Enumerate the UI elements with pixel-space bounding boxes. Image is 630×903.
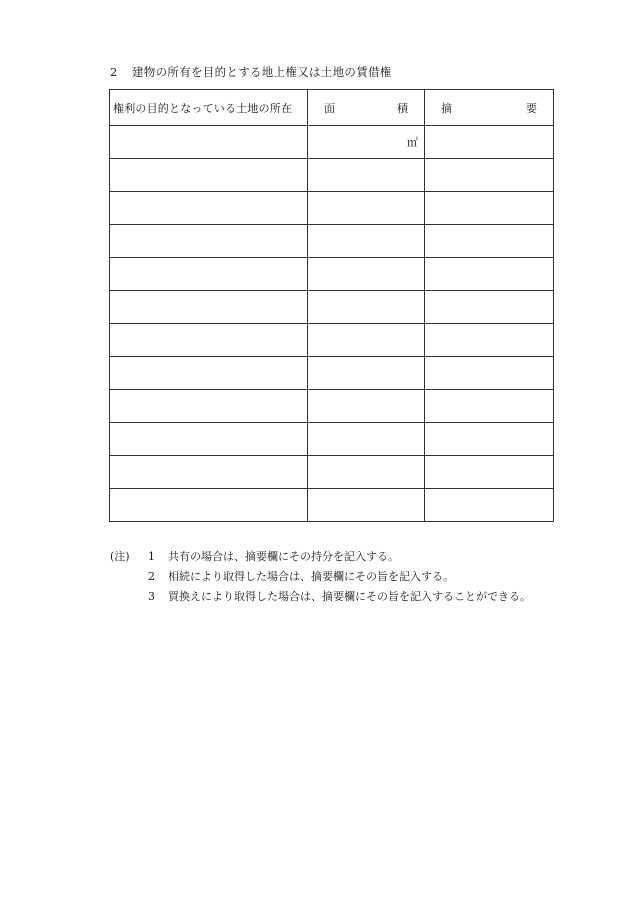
section-heading [110,64,392,80]
table-row [110,192,554,225]
header-area [308,90,425,126]
remarks-cell[interactable] [425,192,554,225]
location-cell[interactable] [110,291,308,324]
table-row [110,126,554,159]
note-item [110,567,531,587]
remarks-cell[interactable] [425,390,554,423]
note-text: 相続により取得した場合は、摘要欄にその旨を記入する。 [168,570,454,583]
section-number: 2 [110,65,118,79]
remarks-cell[interactable] [425,489,554,522]
table-row [110,357,554,390]
remarks-cell[interactable] [425,159,554,192]
note-text: 共有の場合は、摘要欄にその持分を記入する。 [168,550,399,563]
header-land-location: 権利の目的となっている土地の所在 [110,90,308,126]
table-row [110,456,554,489]
location-cell[interactable] [110,225,308,258]
location-cell[interactable] [110,192,308,225]
table-row [110,291,554,324]
location-cell[interactable] [110,390,308,423]
area-cell[interactable] [308,456,425,489]
area-cell[interactable] [308,159,425,192]
table-row [110,423,554,456]
area-cell[interactable] [308,126,425,159]
location-cell[interactable] [110,324,308,357]
header-remarks-char-2: 要 [526,101,537,115]
table-row [110,159,554,192]
location-cell[interactable] [110,126,308,159]
location-cell[interactable] [110,357,308,390]
table-body [110,126,554,522]
area-cell[interactable] [308,225,425,258]
location-cell[interactable] [110,456,308,489]
remarks-cell[interactable] [425,225,554,258]
remarks-cell[interactable] [425,126,554,159]
table-row [110,489,554,522]
remarks-cell[interactable] [425,291,554,324]
area-cell[interactable] [308,489,425,522]
header-area-char-1: 面 [324,101,335,115]
table-header-row [110,90,554,126]
notes-block [110,547,531,607]
note-text: 買換えにより取得した場合は、摘要欄にその旨を記入することができる。 [168,590,531,603]
note-number: 2 [148,570,155,583]
note-item [110,547,531,567]
table-row [110,324,554,357]
remarks-cell[interactable] [425,258,554,291]
table-row [110,258,554,291]
location-cell[interactable] [110,258,308,291]
area-cell[interactable] [308,423,425,456]
area-cell[interactable] [308,192,425,225]
section-title: 建物の所有を目的とする地上権又は土地の賃借権 [132,65,392,79]
note-item [110,587,531,607]
header-area-char-2: 積 [397,101,408,115]
area-cell[interactable] [308,324,425,357]
area-unit: ㎡ [407,136,418,149]
location-cell[interactable] [110,159,308,192]
table-row [110,390,554,423]
area-cell[interactable] [308,357,425,390]
location-cell[interactable] [110,489,308,522]
area-cell[interactable] [308,258,425,291]
header-remarks [425,90,554,126]
remarks-cell[interactable] [425,423,554,456]
remarks-cell[interactable] [425,357,554,390]
location-cell[interactable] [110,423,308,456]
table-row [110,225,554,258]
note-number: 3 [148,590,155,603]
header-remarks-char-1: 摘 [441,101,452,115]
land-rights-table [109,89,554,522]
note-number: 1 [148,550,155,563]
remarks-cell[interactable] [425,456,554,489]
remarks-cell[interactable] [425,324,554,357]
area-cell[interactable] [308,390,425,423]
notes-label: (注) [110,550,130,563]
area-cell[interactable] [308,291,425,324]
